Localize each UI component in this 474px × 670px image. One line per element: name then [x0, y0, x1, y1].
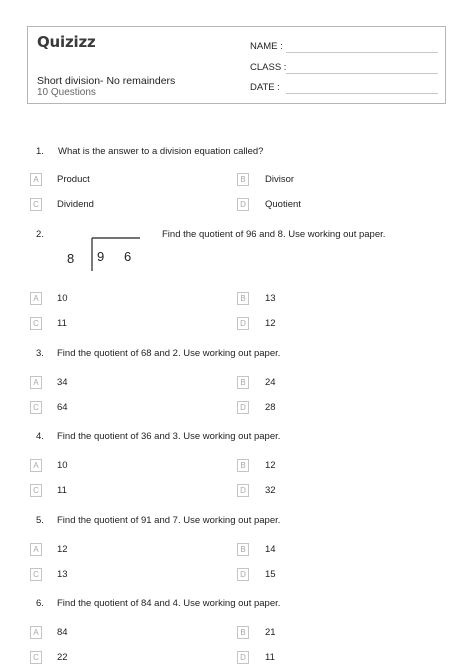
option-text[interactable]: Divisor [265, 174, 295, 185]
question-text: Find the quotient of 91 and 7. Use working out paper. [57, 515, 281, 526]
option-text[interactable]: Quotient [265, 199, 301, 210]
question-text: Find the quotient of 36 and 3. Use working out paper. [57, 431, 281, 442]
quizizz-logo: Quizizz [37, 33, 96, 51]
question-text: Find the quotient of 68 and 2. Use working out paper. [57, 348, 281, 359]
option-letter[interactable]: B [237, 376, 249, 389]
option-text[interactable]: 12 [265, 318, 276, 329]
option-text[interactable]: 12 [57, 544, 68, 555]
question-text: Find the quotient of 84 and 4. Use working out paper. [57, 598, 281, 609]
option-text[interactable]: 11 [57, 485, 67, 496]
divisor: 8 [67, 251, 75, 266]
option-letter[interactable]: C [30, 401, 42, 414]
question-number: 4. [36, 431, 44, 442]
option-letter[interactable]: A [30, 376, 42, 389]
name-label: NAME : [250, 41, 283, 52]
option-letter[interactable]: C [30, 317, 42, 330]
option-text[interactable]: 11 [57, 318, 67, 329]
option-letter[interactable]: D [237, 484, 249, 497]
question-number: 5. [36, 515, 44, 526]
option-letter[interactable]: B [237, 626, 249, 639]
question-text: What is the answer to a division equation called? [58, 146, 264, 157]
option-text[interactable]: 34 [57, 377, 68, 388]
long-division-figure [60, 237, 150, 275]
option-text[interactable]: Product [57, 174, 90, 185]
option-text[interactable]: 13 [57, 569, 68, 580]
option-text[interactable]: 12 [265, 460, 276, 471]
class-label: CLASS : [250, 62, 287, 73]
option-letter[interactable]: B [237, 292, 249, 305]
option-letter[interactable]: A [30, 459, 42, 472]
dividend-digit: 6 [124, 249, 132, 264]
option-text[interactable]: 24 [265, 377, 276, 388]
class-line [286, 73, 438, 74]
date-label: DATE : [250, 82, 280, 93]
question-number: 6. [36, 598, 44, 609]
question-count: 10 Questions [37, 87, 96, 98]
date-line [286, 93, 438, 94]
option-text[interactable]: 21 [265, 627, 276, 638]
option-text[interactable]: 11 [265, 652, 275, 663]
option-text[interactable]: 84 [57, 627, 68, 638]
option-letter[interactable]: C [30, 568, 42, 581]
worksheet-header [27, 26, 446, 104]
name-line [286, 52, 438, 53]
dividend-digit: 9 [97, 249, 105, 264]
option-letter[interactable]: B [237, 173, 249, 186]
option-letter[interactable]: D [237, 198, 249, 211]
option-text[interactable]: 22 [57, 652, 68, 663]
option-letter[interactable]: B [237, 543, 249, 556]
option-letter[interactable]: C [30, 198, 42, 211]
option-letter[interactable]: B [237, 459, 249, 472]
question-number: 2. [36, 229, 44, 240]
option-letter[interactable]: A [30, 292, 42, 305]
option-letter[interactable]: C [30, 651, 42, 664]
option-text[interactable]: 13 [265, 293, 276, 304]
option-letter[interactable]: A [30, 173, 42, 186]
worksheet-title: Short division- No remainders [37, 75, 176, 87]
option-text[interactable]: 64 [57, 402, 68, 413]
option-letter[interactable]: A [30, 626, 42, 639]
option-text[interactable]: 28 [265, 402, 276, 413]
option-letter[interactable]: D [237, 568, 249, 581]
option-text[interactable]: 10 [57, 460, 68, 471]
question-number: 1. [36, 146, 44, 157]
option-letter[interactable]: D [237, 317, 249, 330]
option-text[interactable]: 10 [57, 293, 68, 304]
question-text: Find the quotient of 96 and 8. Use working out paper. [162, 229, 386, 240]
option-text[interactable]: 32 [265, 485, 276, 496]
option-letter[interactable]: A [30, 543, 42, 556]
option-text[interactable]: 15 [265, 569, 276, 580]
division-bracket [60, 237, 150, 275]
question-number: 3. [36, 348, 44, 359]
option-letter[interactable]: D [237, 401, 249, 414]
option-letter[interactable]: D [237, 651, 249, 664]
option-letter[interactable]: C [30, 484, 42, 497]
option-text[interactable]: Dividend [57, 199, 94, 210]
option-text[interactable]: 14 [265, 544, 276, 555]
